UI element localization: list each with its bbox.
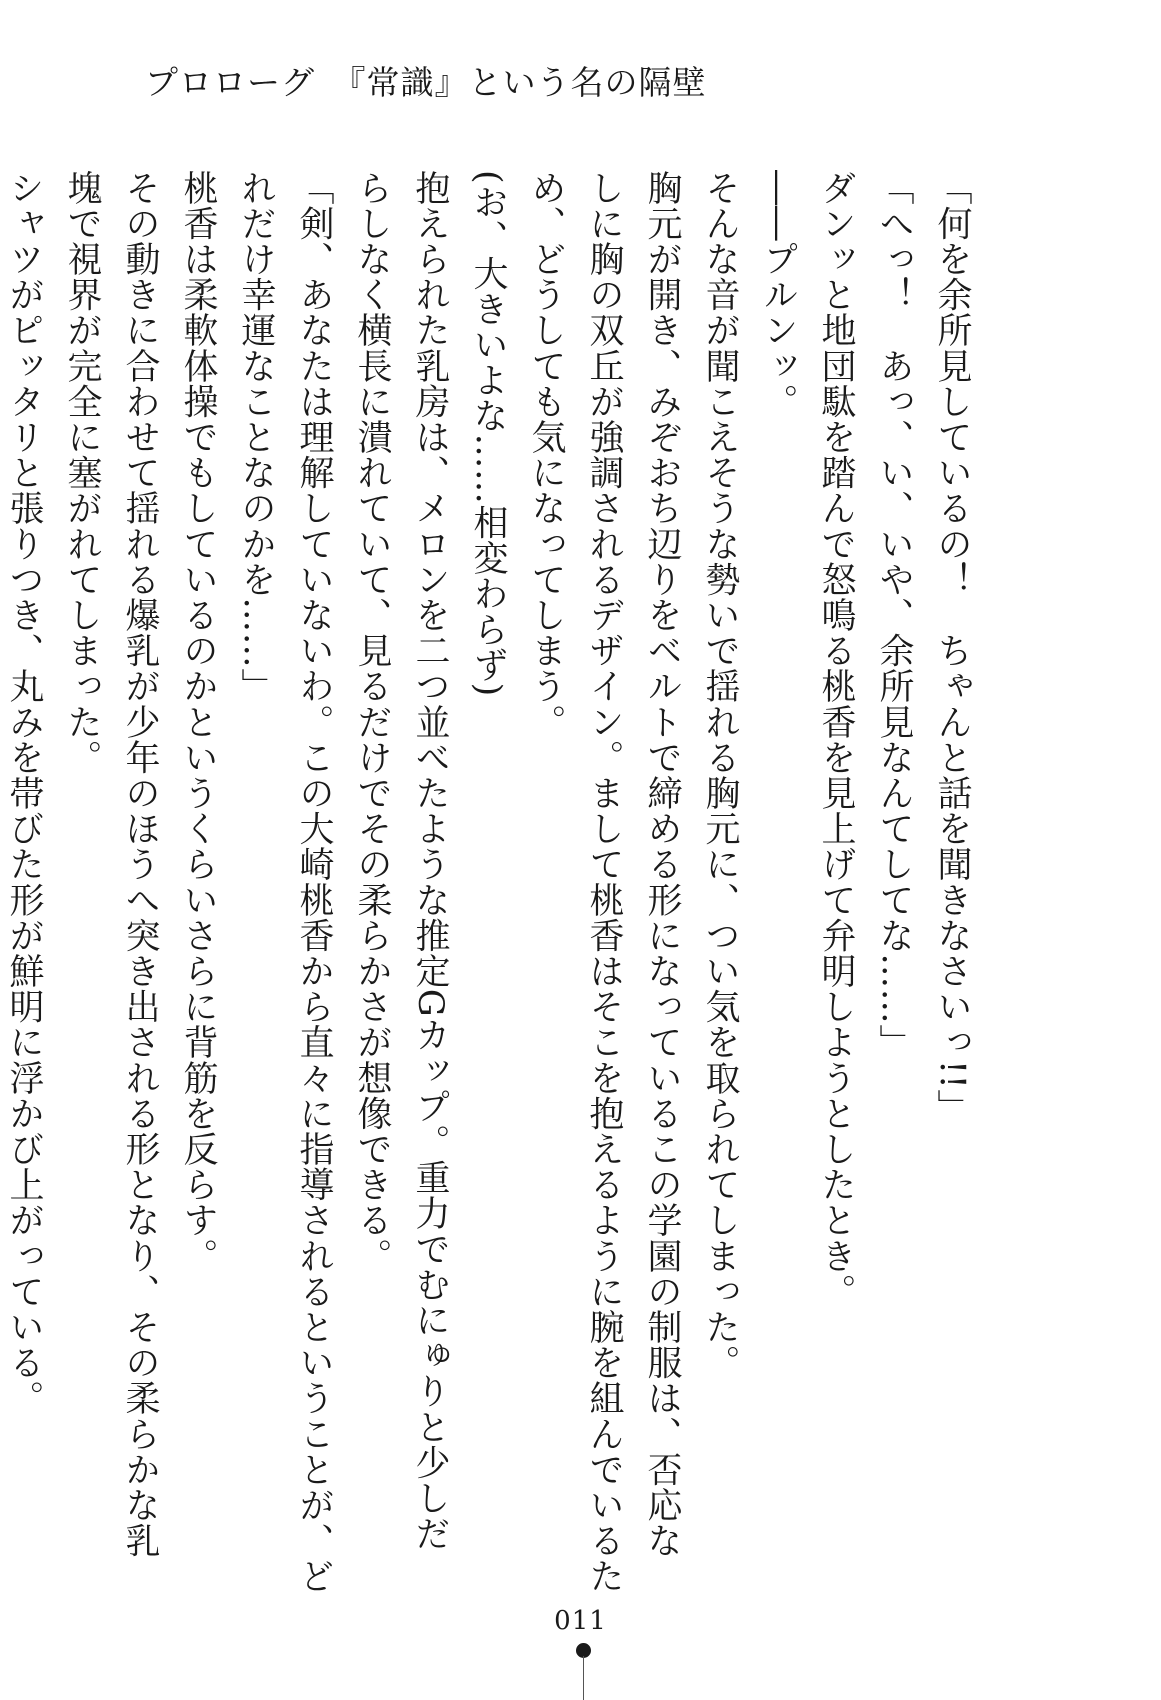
text-line: 「剣、あなたは理解していないわ。この大崎桃香から直々に指導されるということが、ど: [294, 170, 334, 1594]
text-line: 胸元が開き、みぞおち辺りをベルトで締める形になっているこの学園の制服は、否応な: [642, 170, 682, 1559]
text-line: 抱えられた乳房は、メロンを二つ並べたような推定Gカップ。重力でむにゅりと少しだ: [410, 170, 450, 1552]
page-header-title: プロローグ 『常識』という名の隔壁: [145, 63, 707, 102]
text-line: 「へっ！ あっ、い、いや、余所見なんてしてな……」: [874, 170, 914, 1060]
text-line: め、どうしても気になってしまう。: [526, 170, 566, 740]
text-line: 塊で視界が完全に塞がれてしまった。: [62, 170, 102, 776]
text-line: シャツがピッタリと張りつき、丸みを帯びた形が鮮明に浮かび上がっている。: [4, 170, 44, 1416]
text-line: 「何を余所見しているの！ ちゃんと話を聞きなさいっ!!」: [932, 170, 972, 1125]
text-line: (お、大きいよな……相変わらず): [468, 170, 508, 697]
body-text: [0, 170, 981, 1594]
text-line: らしなく横長に潰れていて、見るだけでその柔らかさが想像できる。: [352, 170, 392, 1274]
text-line: ダンッと地団駄を踏んで怒鳴る桃香を見上げて弁明しようとしたとき。: [816, 170, 856, 1310]
text-line: しに胸の双丘が強調されるデザイン。まして桃香はそこを抱えるように腕を組んでいるた: [584, 170, 624, 1594]
text-line: れだけ幸運なことなのかを……」: [236, 170, 276, 704]
text-line: そんな音が聞こえそうな勢いで揺れる胸元に、つい気を取られてしまった。: [700, 170, 740, 1381]
page-number: 011: [554, 1606, 607, 1636]
page-marker-stem: [583, 1656, 584, 1700]
text-line: ――プルンッ。: [758, 170, 798, 420]
text-line: 桃香は柔軟体操でもしているのかというくらいさらに背筋を反らす。: [178, 170, 218, 1274]
text-line: その動きに合わせて揺れる爆乳が少年のほうへ突き出される形となり、その柔らかな乳: [120, 170, 160, 1559]
